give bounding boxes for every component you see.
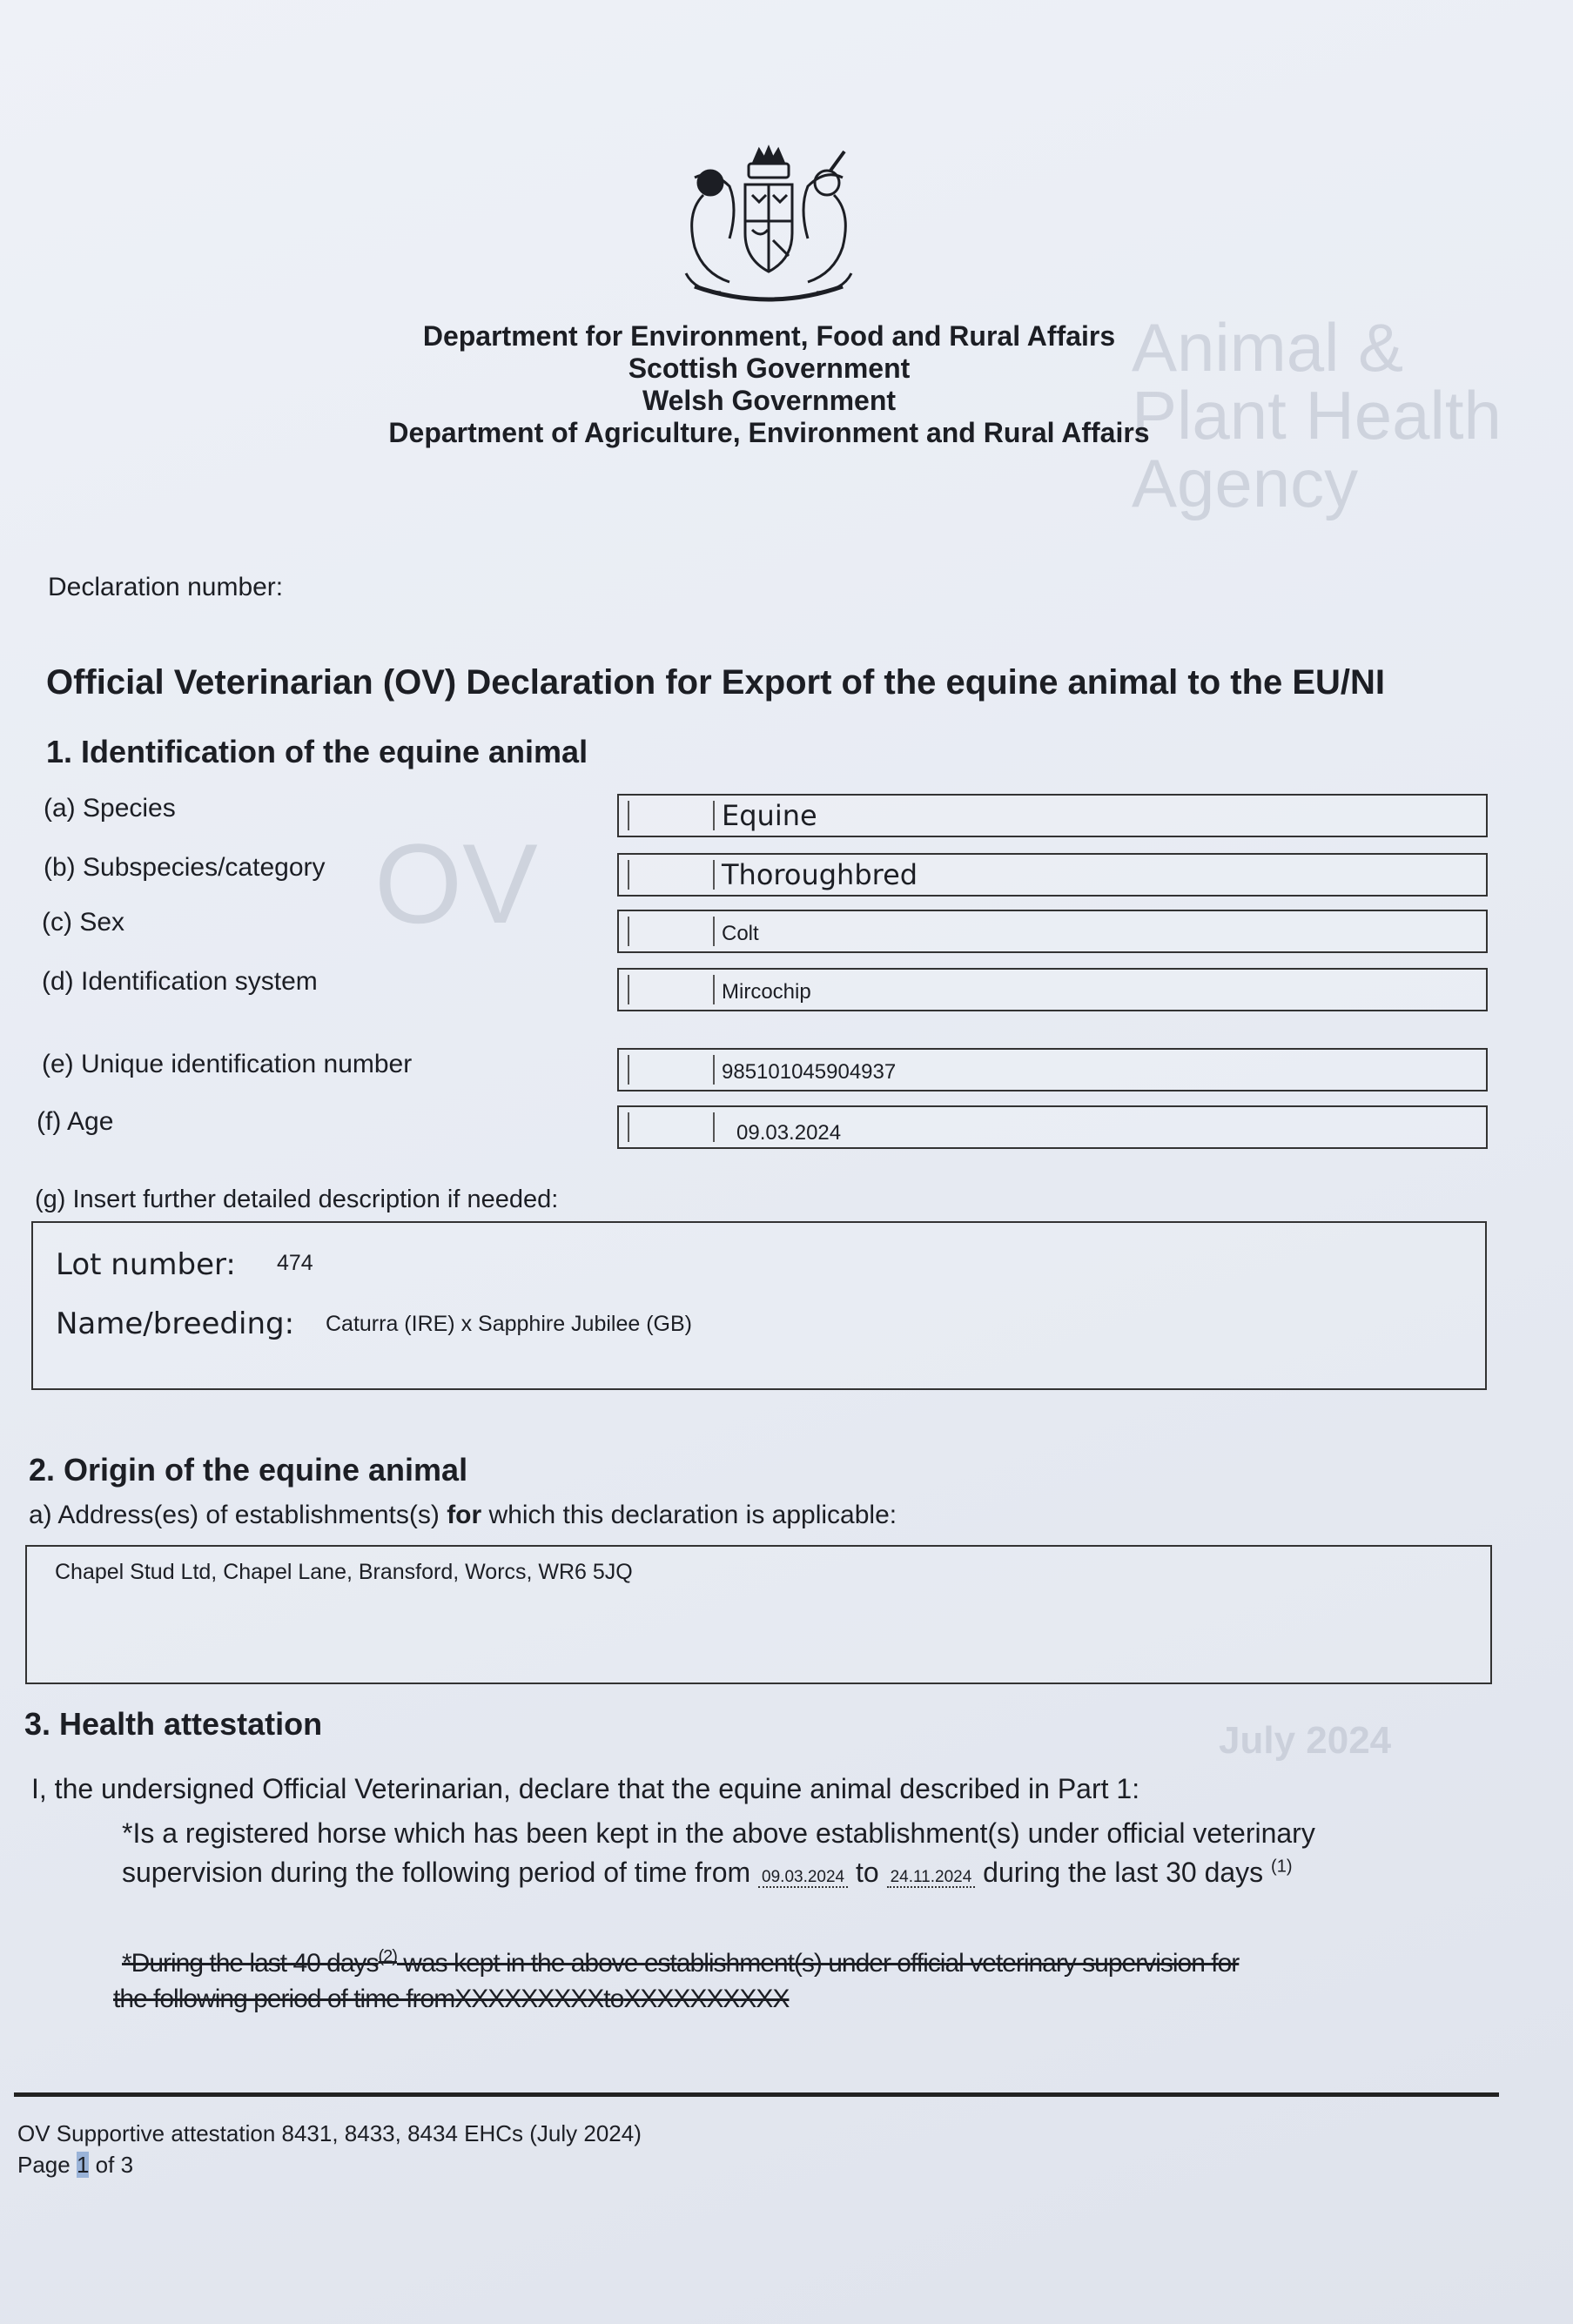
ghost-date: July 2024 bbox=[1219, 1719, 1392, 1762]
age-field bbox=[617, 1105, 1488, 1149]
section-2-heading: 2. Origin of the equine animal bbox=[29, 1452, 468, 1488]
page-number: Page 1 of 3 bbox=[17, 2152, 134, 2178]
declaration-number-label: Declaration number: bbox=[48, 573, 284, 601]
department-line: Department of Agriculture, Environment and Rural Affairs bbox=[388, 417, 1150, 448]
establishment-address-box[interactable] bbox=[25, 1545, 1492, 1684]
to-date[interactable]: 24.11.2024 bbox=[887, 1868, 976, 1888]
age-value: 09.03.2024 bbox=[736, 1121, 842, 1145]
department-line: Scottish Government bbox=[628, 353, 911, 384]
identification-system-checkbox[interactable] bbox=[628, 975, 715, 1004]
field-label-species: (a) Species bbox=[44, 794, 176, 823]
section-1-heading: 1. Identification of the equine animal bbox=[46, 734, 588, 769]
department-header bbox=[331, 320, 1207, 449]
name-breeding-label: Name/breeding: bbox=[56, 1306, 295, 1341]
subspecies-value: Thoroughbred bbox=[722, 858, 918, 891]
ghost-ov-heading: OV bbox=[374, 820, 538, 947]
ghost-agency-name: Animal & Plant Health Agency bbox=[1132, 309, 1502, 521]
struck-out-para2-line1: *During the last 40 days$^{(2)}$ was kept in the above establishment(s) under official veterinary supervision for bbox=[122, 1947, 1240, 1978]
field-label-age: (f) Age bbox=[37, 1107, 114, 1136]
field-label-unique-id: (e) Unique identification number bbox=[42, 1050, 413, 1078]
attestation-intro: I, the undersigned Official Veterinarian, declare that the equine animal described in Part 1: bbox=[31, 1773, 1140, 1804]
unique-id-value: 985101045904937 bbox=[722, 1060, 897, 1084]
subspecies-field bbox=[617, 853, 1488, 897]
species-value: Equine bbox=[722, 799, 817, 832]
further-description-box[interactable] bbox=[31, 1221, 1487, 1390]
subspecies-checkbox[interactable] bbox=[628, 860, 715, 890]
struck-out-para2-line2: the following period of time fromXXXXXXXXXtoXXXXXXXXXX bbox=[113, 1985, 790, 2013]
identification-system-field bbox=[617, 968, 1488, 1011]
from-date[interactable]: 09.03.2024 bbox=[758, 1868, 848, 1888]
lot-number-label: Lot number: bbox=[56, 1247, 236, 1282]
further-description-label: (g) Insert further detailed description if needed: bbox=[35, 1186, 559, 1213]
footer-divider bbox=[14, 2092, 1499, 2097]
field-label-subspecies: (b) Subspecies/category bbox=[44, 853, 326, 882]
lot-number-value: 474 bbox=[277, 1251, 313, 1275]
sex-checkbox[interactable] bbox=[628, 917, 715, 946]
sex-value: Colt bbox=[722, 922, 759, 945]
department-line: Welsh Government bbox=[642, 385, 897, 416]
species-checkbox[interactable] bbox=[628, 801, 715, 830]
unique-id-field bbox=[617, 1048, 1488, 1091]
document-title: Official Veterinarian (OV) Declaration for Export of the equine animal to the EU/NI bbox=[46, 663, 1386, 702]
field-label-identification-system: (d) Identification system bbox=[42, 967, 318, 996]
sex-field bbox=[617, 910, 1488, 953]
section-2-subheading: a) Address(es) of establishments(s) for which this declaration is applicable: bbox=[29, 1501, 897, 1529]
name-breeding-value: Caturra (IRE) x Sapphire Jubilee (GB) bbox=[326, 1312, 692, 1336]
section-3-heading: 3. Health attestation bbox=[24, 1706, 323, 1742]
species-field bbox=[617, 794, 1488, 837]
attestation-para1-line2: supervision during the following period of time from 09.03.2024 to 24.11.2024 during the last 30 days $^{(1)}$ bbox=[122, 1857, 1293, 1888]
footer-reference: OV Supportive attestation 8431, 8433, 8434 EHCs (July 2024) bbox=[17, 2120, 642, 2146]
unique-id-checkbox[interactable] bbox=[628, 1055, 715, 1085]
field-label-sex: (c) Sex bbox=[42, 908, 125, 937]
identification-system-value: Mircochip bbox=[722, 980, 811, 1004]
age-checkbox[interactable] bbox=[628, 1112, 715, 1142]
establishment-address: Chapel Stud Ltd, Chapel Lane, Bransford, Worcs, WR6 5JQ bbox=[55, 1560, 633, 1584]
department-line: Department for Environment, Food and Rural Affairs bbox=[422, 320, 1116, 352]
attestation-para1-line1: *Is a registered horse which has been kept in the above establishment(s) under official veterinary bbox=[122, 1817, 1315, 1849]
royal-coat-of-arms-icon bbox=[669, 143, 869, 308]
